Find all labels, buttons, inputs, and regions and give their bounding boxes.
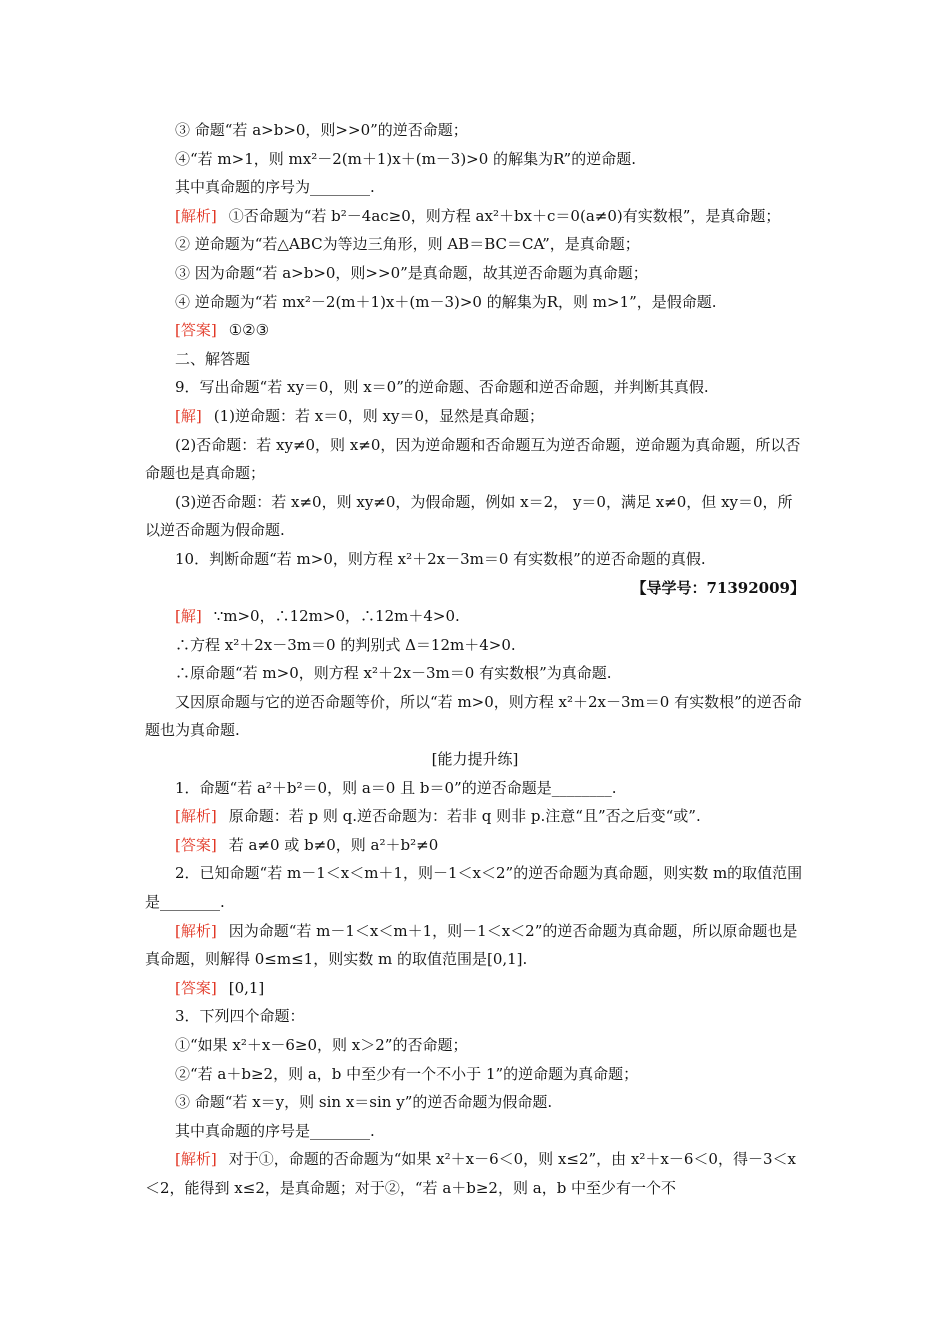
section-label: [答案] xyxy=(175,978,217,997)
line-text: 9．写出命题“若 xy＝0，则 x＝0”的逆命题、否命题和逆否命题，并判断其真假. xyxy=(175,378,709,397)
line-text: ③ 命题“若 a>b>0，则>>0”的逆否命题； xyxy=(175,121,468,139)
line-text: 因为命题“若 m－1＜x＜m＋1，则－1＜x＜2”的逆否命题为真命题，所以原命题也是真命题，则解得 0≤m≤1，则实数 m 的取值范围是[0,1]. xyxy=(145,921,798,969)
line-text: ③ 因为命题“若 a>b>0，则>>0”是真命题，故其逆否命题为真命题； xyxy=(175,263,648,282)
section-label: [解析] xyxy=(175,807,217,826)
text-line xyxy=(145,431,805,488)
line-text: (2)否命题：若 xy≠0，则 x≠0，因为逆命题和否命题互为逆否命题，逆命题为真命题，所以否命题也是真命题； xyxy=(145,435,801,483)
line-text: ①②③ xyxy=(228,321,270,340)
text-line xyxy=(145,774,805,803)
line-text: [能力提升练] xyxy=(431,750,519,769)
section-label: [答案] xyxy=(175,321,217,340)
text-line xyxy=(145,574,805,603)
text-line xyxy=(145,202,805,231)
text-line xyxy=(145,831,805,860)
text-line xyxy=(145,145,805,174)
line-text: 原命题：若 p 则 q.逆否命题为：若非 q 则非 p.注意“且”否之后变“或”. xyxy=(228,807,701,826)
line-text: 若 a≠0 或 b≠0，则 a²＋b²≠0 xyxy=(228,835,439,854)
text-line xyxy=(145,745,805,774)
line-text: 【导学号：71392009】 xyxy=(631,578,805,597)
text-line xyxy=(145,402,805,431)
line-text: ①否命题为“若 b²－4ac≥0，则方程 ax²＋bx＋c＝0(a≠0)有实数根”，是真命题； xyxy=(228,206,781,225)
line-text: 对于①，命题的否命题为“如果 x²＋x－6＜0，则 x≤2”，由 x²＋x－6＜0，得－3＜x＜2，能得到 x≤2，是真命题；对于②，“若 a＋b≥2，则 a，b 中至少有一个不 xyxy=(145,1150,796,1197)
line-text: ②“若 a＋b≥2，则 a，b 中至少有一个不小于 1”的逆命题为真命题； xyxy=(175,1064,639,1083)
text-line xyxy=(145,602,805,631)
text-line xyxy=(145,917,805,974)
line-text: (3)逆否命题：若 x≠0，则 xy≠0，为假命题，例如 x＝2， y＝0，满足 x≠0，但 xy＝0，所以逆否命题为假命题. xyxy=(145,492,793,540)
text-line xyxy=(145,1031,805,1060)
document-body xyxy=(145,116,805,1203)
line-text: 其中真命题的序号为________. xyxy=(175,178,375,197)
text-line xyxy=(145,259,805,288)
text-line xyxy=(145,1117,805,1146)
text-line xyxy=(145,373,805,402)
section-label: [答案] xyxy=(175,835,217,854)
line-text: 二、解答题 xyxy=(175,349,251,368)
section-label: [解析] xyxy=(175,1150,217,1169)
text-line xyxy=(145,345,805,374)
text-line xyxy=(145,116,805,145)
line-text: 2．已知命题“若 m－1＜x＜m＋1，则－1＜x＜2”的逆否命题为真命题，则实数 m的取值范围是________. xyxy=(145,864,803,912)
text-line xyxy=(145,1088,805,1117)
line-text: ①“如果 x²＋x－6≥0，则 x＞2”的否命题； xyxy=(175,1036,468,1054)
section-label: [解析] xyxy=(175,206,217,225)
line-text: 1．命题“若 a²＋b²＝0，则 a＝0 且 b＝0”的逆否命题是________. xyxy=(175,778,617,797)
text-line xyxy=(145,316,805,345)
section-label: [解] xyxy=(175,607,202,626)
text-line xyxy=(145,1002,805,1031)
text-line xyxy=(145,288,805,317)
line-text: ∵m>0，∴12m>0，∴12m＋4>0. xyxy=(213,607,460,626)
line-text: 3．下列四个命题： xyxy=(175,1007,305,1026)
text-line xyxy=(145,230,805,259)
text-line xyxy=(145,545,805,574)
text-line xyxy=(145,1060,805,1089)
line-text: (1)逆命题：若 x＝0，则 xy＝0，显然是真命题； xyxy=(213,406,544,425)
section-label: [解析] xyxy=(175,921,217,940)
line-text: ∴方程 x²＋2x－3m＝0 的判别式 Δ＝12m＋4>0. xyxy=(175,635,516,654)
text-line xyxy=(145,802,805,831)
line-text: 其中真命题的序号是________. xyxy=(175,1121,375,1140)
line-text: 10．判断命题“若 m>0，则方程 x²＋2x－3m＝0 有实数根”的逆否命题的真假. xyxy=(175,549,706,568)
text-line xyxy=(145,488,805,545)
line-text: ③ 命题“若 x＝y，则 sin x＝sin y”的逆否命题为假命题. xyxy=(175,1093,553,1112)
line-text: 又因原命题与它的逆否命题等价，所以“若 m>0，则方程 x²＋2x－3m＝0 有实数根”的逆否命题也为真命题. xyxy=(145,692,802,740)
text-line xyxy=(145,631,805,660)
line-text: ∴原命题“若 m>0，则方程 x²＋2x－3m＝0 有实数根”为真命题. xyxy=(175,664,612,683)
line-text: ④ 逆命题为“若 mx²－2(m＋1)x＋(m－3)>0 的解集为R，则 m>1”，是假命题. xyxy=(175,292,717,311)
text-line xyxy=(145,859,805,916)
section-label: [解] xyxy=(175,406,202,425)
line-text: [0,1] xyxy=(228,978,265,997)
text-line xyxy=(145,173,805,202)
text-line xyxy=(145,659,805,688)
text-line xyxy=(145,974,805,1003)
text-line xyxy=(145,1145,805,1202)
line-text: ④“若 m>1，则 mx²－2(m＋1)x＋(m－3)>0 的解集为R”的逆命题. xyxy=(175,149,636,168)
text-line xyxy=(145,688,805,745)
line-text: ② 逆命题为“若△ABC为等边三角形，则 AB＝BC＝CA”，是真命题； xyxy=(175,235,640,254)
